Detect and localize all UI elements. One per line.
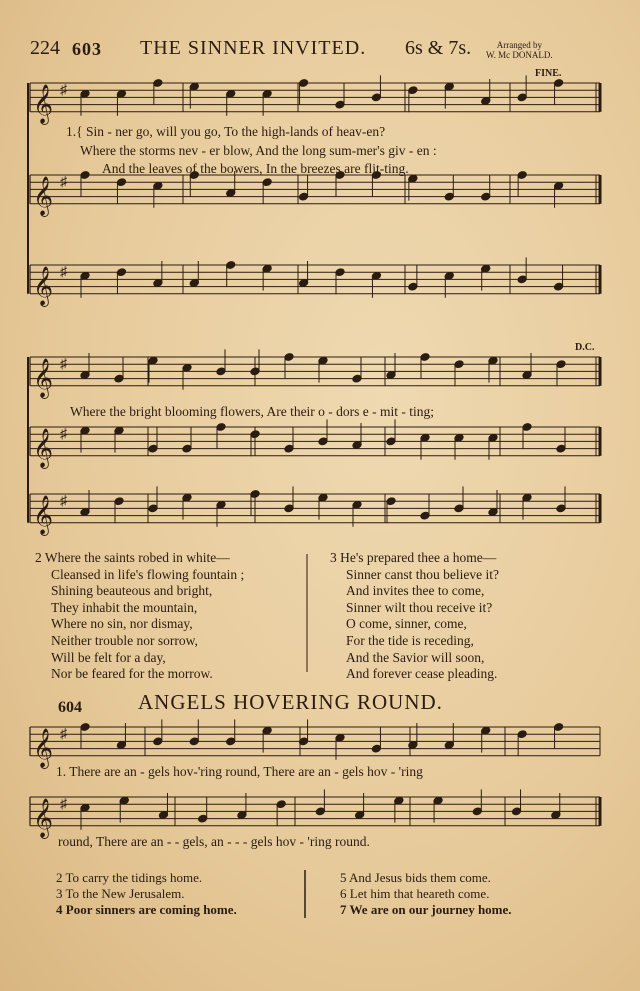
sharp-icon: ♯ — [60, 82, 67, 98]
hymn-meter: 6s & 7s. — [405, 37, 472, 59]
dc-marking: D.C. — [575, 342, 595, 353]
fine-marking: FINE. — [535, 68, 562, 79]
sharp-icon: ♯ — [60, 356, 67, 372]
hymn-2-verses-right: 5 And Jesus bids them come. 6 Let him that heareth come. 7 We are on our journey home. — [340, 870, 512, 917]
sharp-icon: ♯ — [60, 264, 67, 280]
treble-clef-icon: 𝄞 — [33, 427, 54, 468]
verse-3: 3 He's prepared thee a home— Sinner canst thou believe it? And invites thee to come, Sinner wilt thou receive it? O come, sinner, come, For the tide is receding, And the Savior will soon, And forever cease pleading. — [330, 550, 499, 682]
arranger-credit: Arranged by W. Mc DONALD. — [486, 40, 553, 60]
verse-2: 2 Where the saints robed in white— Cleansed in life's flowing fountain ; Shining beauteous and bright, They inhabit the mountain, Where no sin, nor dismay, Neither trouble nor sorrow, Will be felt for a day, Nor be feared for the morrow. — [35, 550, 245, 682]
hymn-2-lyric-2: round, There are an - - gels, an - - - gels hov - 'ring round. — [58, 834, 370, 849]
hymn-2-lyric-1: 1. There are an - gels hov-'ring round, There are an - gels hov - 'ring — [56, 764, 423, 779]
treble-clef-icon: 𝄞 — [33, 797, 54, 838]
treble-clef-icon: 𝄞 — [33, 727, 54, 768]
lyric-line-1: 1.{ Sin - ner go, will you go, To the high-lands of heav-en? — [66, 124, 386, 139]
lyric-line-2: Where the storms nev - er blow, And the long sum-mer's giv - en : — [80, 143, 437, 158]
sharp-icon: ♯ — [60, 726, 67, 742]
hymn-2-number: 604 — [58, 699, 82, 716]
treble-clef-icon: 𝄞 — [33, 494, 54, 535]
page-number: 224 — [30, 37, 60, 59]
sharp-icon: ♯ — [60, 174, 67, 190]
hymn-title: THE SINNER INVITED. — [140, 37, 367, 59]
treble-clef-icon: 𝄞 — [33, 175, 54, 216]
lyric-line-3: And the leaves of the bowers, In the breezes are flit-ting. — [102, 161, 409, 176]
lyric-line-4: Where the bright blooming flowers, Are their o - dors e - mit - ting; — [70, 404, 435, 419]
treble-clef-icon: 𝄞 — [33, 265, 54, 306]
treble-clef-icon: 𝄞 — [33, 357, 54, 398]
sharp-icon: ♯ — [60, 493, 67, 509]
treble-clef-icon: 𝄞 — [33, 83, 54, 124]
hymn-number: 603 — [72, 39, 102, 59]
hymn-2-title: ANGELS HOVERING ROUND. — [138, 690, 443, 714]
sharp-icon: ♯ — [60, 796, 67, 812]
hymn-2-verses-left: 2 To carry the tidings home. 3 To the New Jerusalem. 4 Poor sinners are coming home. — [56, 870, 237, 917]
sharp-icon: ♯ — [60, 426, 67, 442]
